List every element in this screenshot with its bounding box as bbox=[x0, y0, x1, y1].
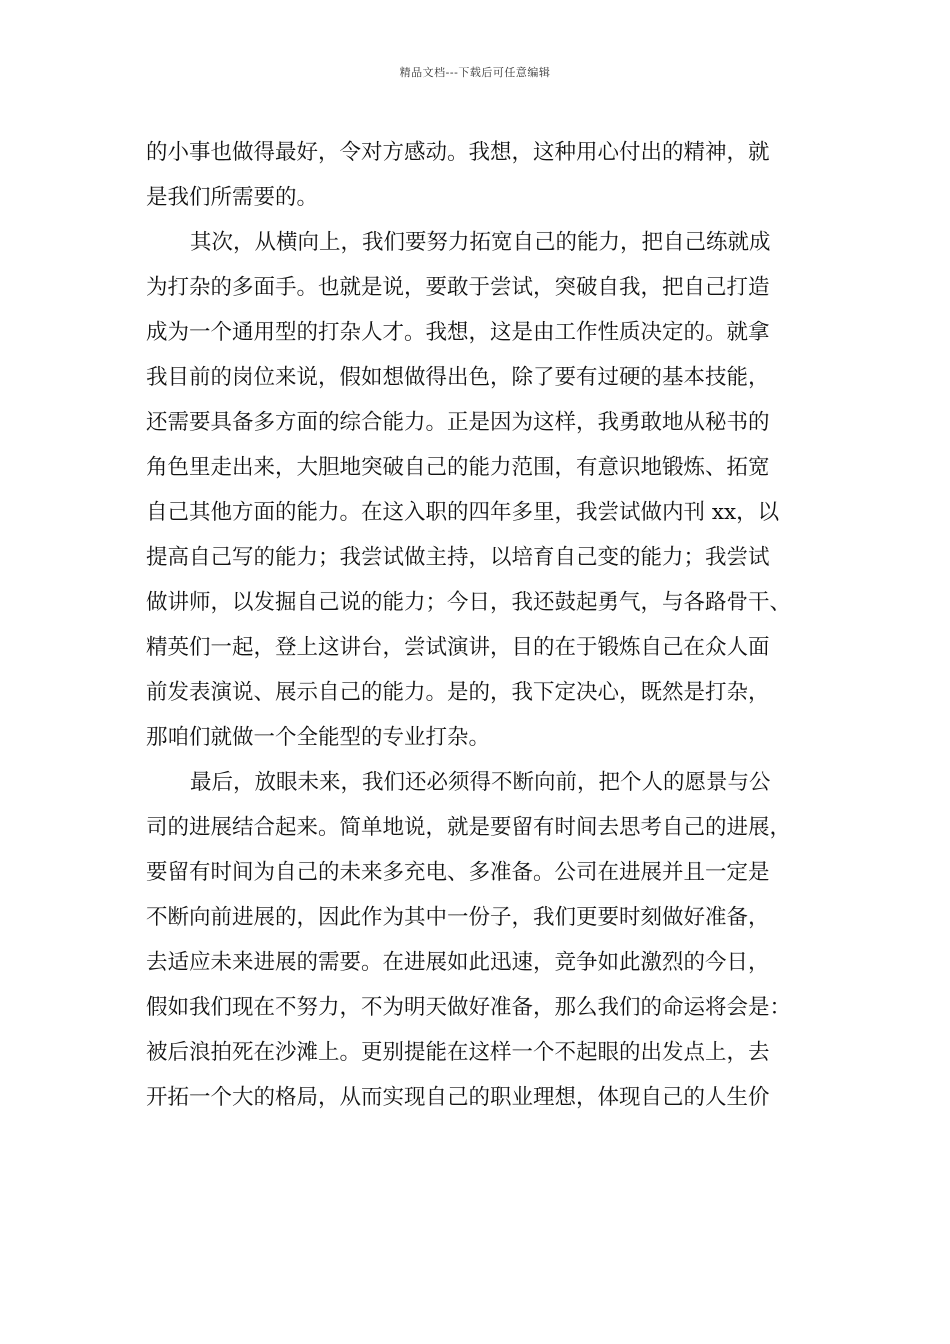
text-line: 要留有时间为自己的未来多充电、多准备。公司在进展并且一定是 bbox=[146, 860, 770, 885]
text-line: 的小事也做得最好，令对方感动。我想，这种用心付出的精神，就 bbox=[146, 140, 770, 165]
text-line: 角色里走出来，大胆地突破自己的能力范围，有意识地锻炼、拓宽 bbox=[146, 455, 770, 480]
text-line: 去适应未来进展的需要。在进展如此迅速，竞争如此激烈的今日， bbox=[146, 950, 770, 975]
document-body bbox=[146, 130, 826, 1120]
page-header: 精品文档---下载后可任意编辑 bbox=[399, 66, 551, 79]
paragraph-start-line: 最后，放眼未来，我们还必须得不断向前，把个人的愿景与公 bbox=[190, 770, 771, 795]
text-line: 为打杂的多面手。也就是说，要敢于尝试，突破自我，把自己打造 bbox=[146, 275, 770, 300]
text-line: 那咱们就做一个全能型的专业打杂。 bbox=[146, 725, 491, 750]
text-line: 是我们所需要的。 bbox=[146, 185, 319, 210]
text-line: 精英们一起，登上这讲台，尝试演讲，目的在于锻炼自己在众人面 bbox=[146, 635, 770, 660]
text-line: 司的进展结合起来。简单地说，就是要留有时间去思考自己的进展， bbox=[146, 815, 792, 840]
text-line: 前发表演说、展示自己的能力。是的，我下定决心，既然是打杂， bbox=[146, 680, 770, 705]
text-line: 被后浪拍死在沙滩上。更别提能在这样一个不起眼的出发点上，去 bbox=[146, 1040, 770, 1065]
text-line: 成为一个通用型的打杂人才。我想，这是由工作性质决定的。就拿 bbox=[146, 320, 770, 345]
text-line: 我目前的岗位来说，假如想做得出色，除了要有过硬的基本技能， bbox=[146, 365, 770, 390]
text-line: 提高自己写的能力；我尝试做主持，以培育自己变的能力；我尝试 bbox=[146, 545, 770, 570]
text-line: 还需要具备多方面的综合能力。正是因为这样，我勇敢地从秘书的 bbox=[146, 410, 770, 435]
text-line: 开拓一个大的格局，从而实现自己的职业理想，体现自己的人生价 bbox=[146, 1085, 770, 1110]
text-line: 自己其他方面的能力。在这入职的四年多里，我尝试做内刊 xx，以 bbox=[146, 500, 780, 525]
text-line: 不断向前进展的，因此作为其中一份子，我们更要时刻做好准备， bbox=[146, 905, 770, 930]
text-line: 假如我们现在不努力，不为明天做好准备，那么我们的命运将会是： bbox=[146, 995, 792, 1020]
paragraph-start-line: 其次，从横向上，我们要努力拓宽自己的能力，把自己练就成 bbox=[190, 230, 771, 255]
text-line: 做讲师，以发掘自己说的能力；今日，我还鼓起勇气，与各路骨干、 bbox=[146, 590, 792, 615]
